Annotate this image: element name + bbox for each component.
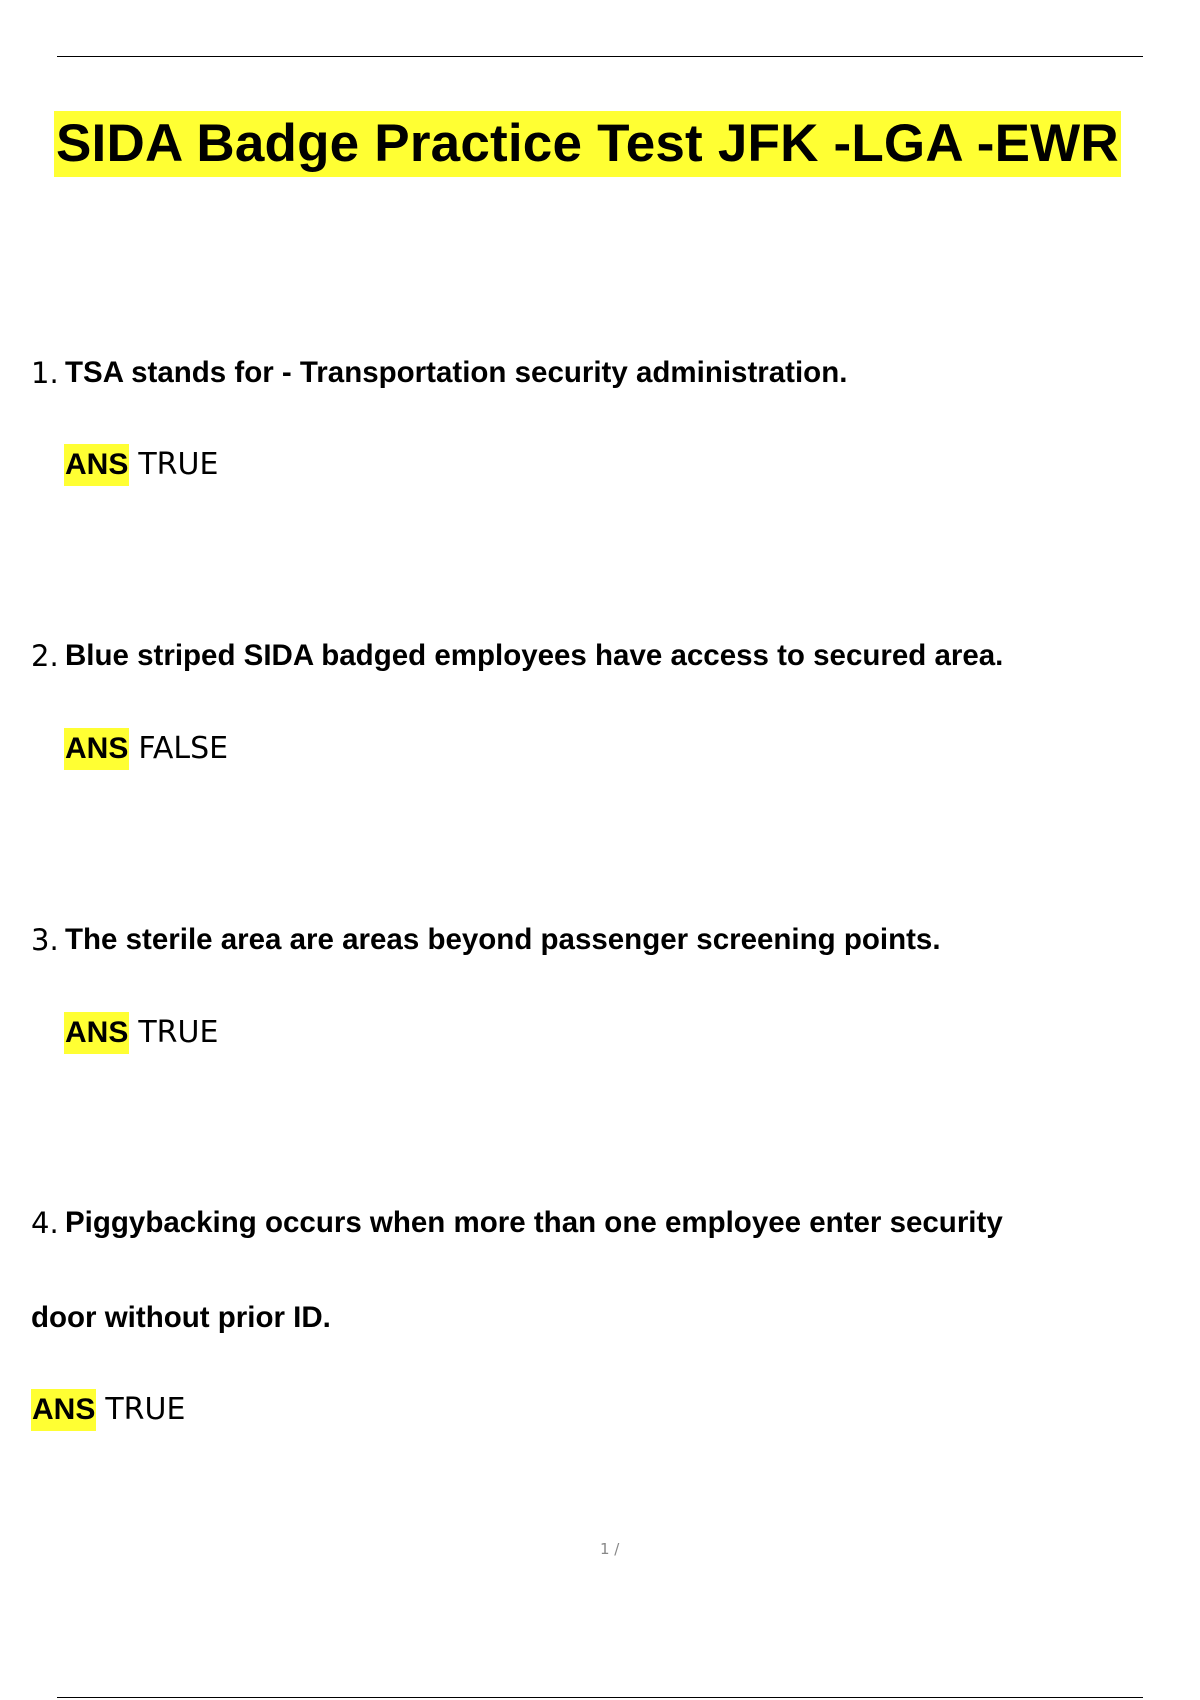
answer-label: ANS bbox=[31, 1389, 96, 1431]
answer-row bbox=[31, 1389, 185, 1431]
top-rule bbox=[57, 56, 1143, 57]
answer-value: TRUE bbox=[138, 1015, 219, 1050]
answer-row bbox=[64, 728, 228, 770]
question-number: 1. bbox=[31, 356, 59, 390]
question-text: TSA stands for - Transportation security administration. bbox=[65, 356, 848, 389]
question-number: 2. bbox=[31, 639, 59, 673]
question-text: The sterile area are areas beyond passenger screening points. bbox=[65, 923, 941, 956]
question-text: Blue striped SIDA badged employees have access to secured area. bbox=[65, 639, 1004, 672]
page-number: 1 / bbox=[600, 1540, 620, 1558]
answer-row bbox=[64, 1012, 218, 1054]
answer-value: TRUE bbox=[105, 1392, 186, 1427]
question-number: 3. bbox=[31, 923, 59, 957]
question-text: Piggybacking occurs when more than one employee enter security bbox=[65, 1206, 1003, 1239]
answer-label: ANS bbox=[64, 1012, 129, 1054]
answer-value: FALSE bbox=[138, 731, 229, 766]
answer-row bbox=[64, 444, 218, 486]
question-text-continued: door without prior ID. bbox=[31, 1301, 331, 1334]
bottom-rule bbox=[57, 1697, 1143, 1698]
answer-label: ANS bbox=[64, 728, 129, 770]
answer-label: ANS bbox=[64, 444, 129, 486]
answer-value: TRUE bbox=[138, 447, 219, 482]
question-number: 4. bbox=[31, 1206, 59, 1240]
document-title: SIDA Badge Practice Test JFK -LGA -EWR bbox=[54, 111, 1121, 177]
